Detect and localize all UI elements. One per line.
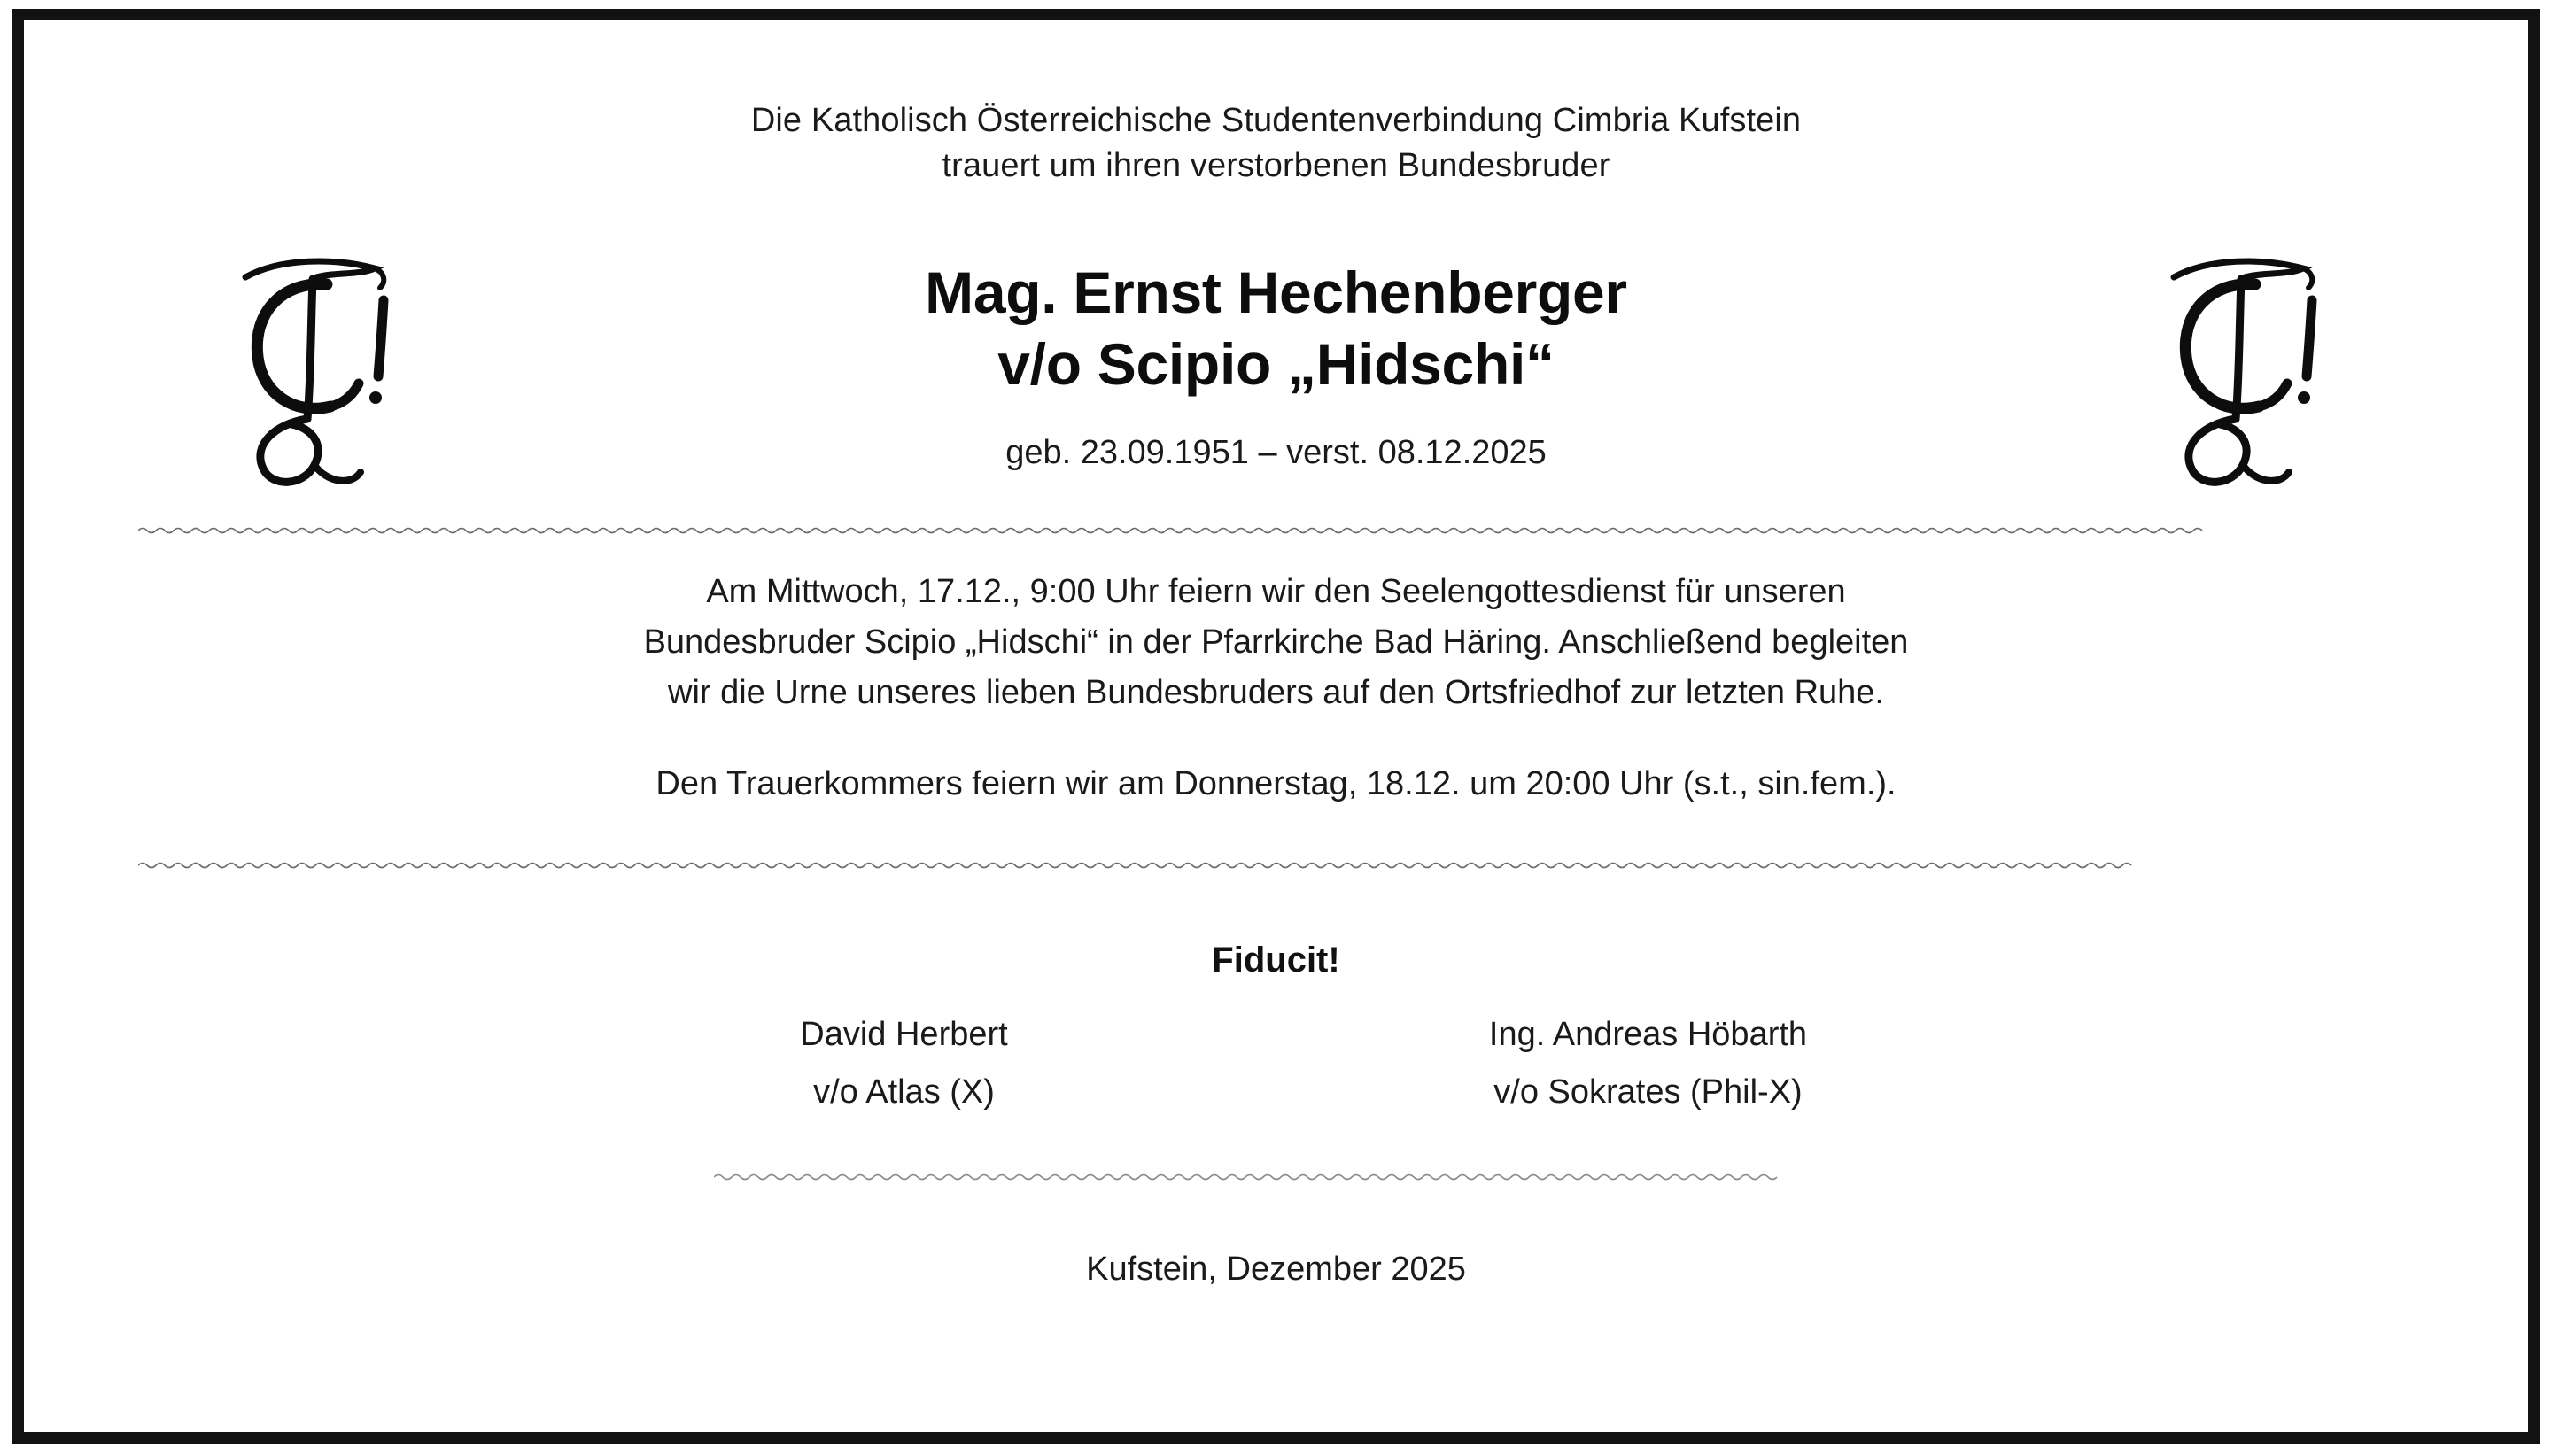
signatory-2-name: Ing. Andreas Höbarth <box>1488 1016 1808 1054</box>
notice-body <box>24 537 2528 809</box>
signatory-2 <box>1462 1012 1834 1116</box>
signatory-1 <box>718 1012 1090 1116</box>
zirkel-icon-left <box>210 241 414 507</box>
deceased-name: Mag. Ernst Hechenberger <box>925 259 1627 326</box>
closing-block <box>24 871 2528 1116</box>
wavy-divider-middle <box>138 859 2415 871</box>
deceased-vulgo: v/o Scipio „Hidschi“ <box>997 331 1555 398</box>
body-paragraph2-line1: Den Trauerkommers feiern wir am Donnerstag, 18.12. um 20:00 Uhr (s.t., sin.fem.). <box>655 765 1897 803</box>
place-date: Kufstein, Dezember 2025 <box>1086 1250 1466 1288</box>
deceased-name-block <box>612 257 1941 472</box>
notice-header <box>24 20 2528 188</box>
signatory-1-name: David Herbert <box>800 1016 1008 1054</box>
body-paragraph1-line1: Am Mittwoch, 17.12., 9:00 Uhr feiern wir den Seelengottesdienst für unseren <box>706 573 1846 611</box>
body-paragraph1-line3: wir die Urne unseres lieben Bundesbruders auf den Ortsfriedhof zur letzten Ruhe. <box>668 674 1884 712</box>
body-paragraph1-line2: Bundesbruder Scipio „Hidschi“ in der Pfarrkirche Bad Häring. Anschließend begleiten <box>643 623 1909 662</box>
signatory-2-vulgo: v/o Sokrates (Phil-X) <box>1493 1073 1803 1111</box>
paragraph-spacer <box>24 718 2528 759</box>
signatory-1-vulgo: v/o Atlas (X) <box>813 1073 995 1111</box>
deceased-dates: geb. 23.09.1951 – verst. 08.12.2025 <box>1005 434 1547 472</box>
zirkel-icon-right <box>2138 241 2342 507</box>
notice-content <box>24 20 2528 1432</box>
header-line-2: trauert um ihren verstorbenen Bundesbruder <box>942 146 1610 184</box>
wavy-divider-top <box>138 524 2415 537</box>
wavy-divider-bottom <box>714 1171 1839 1183</box>
fiducit-label: Fiducit! <box>1212 941 1340 980</box>
place-date-block <box>24 1183 2528 1289</box>
mourning-border <box>12 9 2540 1444</box>
signatory-list <box>24 1012 2528 1116</box>
header-line-1: Die Katholisch Österreichische Studentenverbindung Cimbria Kufstein <box>750 102 1802 139</box>
crest-row <box>24 241 2528 524</box>
